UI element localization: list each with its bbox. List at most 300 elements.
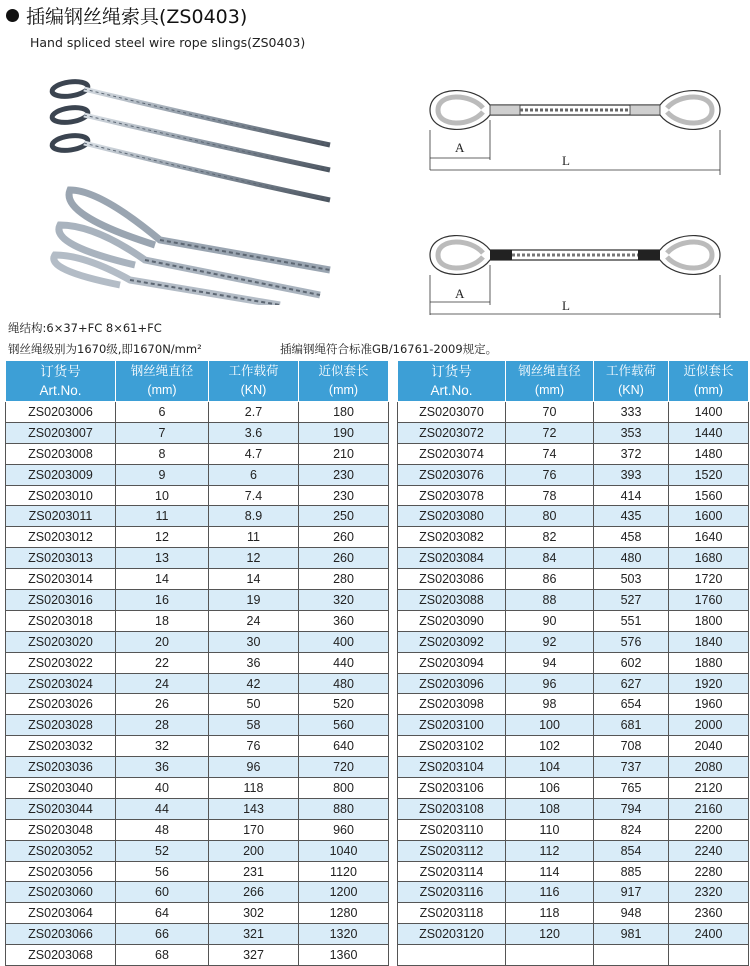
cell-diameter: 9 [116,464,209,485]
cell-diameter [506,945,594,966]
dimension-label-a-bottom: A [455,286,465,301]
cell-sleeve-length: 1960 [669,694,749,715]
cell-sleeve-length: 230 [299,485,389,506]
cell-working-load: 737 [594,757,669,778]
table-row [398,694,749,715]
cell-working-load: 527 [594,590,669,611]
header-diameter [116,361,209,402]
cell-sleeve-length: 1720 [669,569,749,590]
cell-art-no: ZS0203110 [398,819,506,840]
table-row [398,610,749,631]
cell-working-load: 765 [594,778,669,799]
cell-working-load: 50 [209,694,299,715]
cell-diameter: 22 [116,652,209,673]
cell-diameter: 70 [506,402,594,423]
cell-art-no: ZS0203076 [398,464,506,485]
cell-working-load: 118 [209,778,299,799]
table-row [398,945,749,966]
cell-sleeve-length: 400 [299,631,389,652]
cell-diameter: 84 [506,548,594,569]
cell-diameter: 8 [116,443,209,464]
table-header-row [6,361,389,402]
cell-diameter: 88 [506,590,594,611]
cell-art-no: ZS0203086 [398,569,506,590]
cell-working-load: 4.7 [209,443,299,464]
table-row [6,443,389,464]
table-row [6,924,389,945]
diagram-sling-top [430,91,720,175]
cell-working-load: 3.6 [209,422,299,443]
header-label-cn: 订货号 [431,364,472,379]
cell-art-no: ZS0203020 [6,631,116,652]
cell-art-no: ZS0203102 [398,736,506,757]
cell-working-load: 458 [594,527,669,548]
cell-working-load: 917 [594,882,669,903]
cell-sleeve-length: 2080 [669,757,749,778]
table-header-row [398,361,749,402]
cell-diameter: 7 [116,422,209,443]
header-label-en: Art.No. [430,383,473,398]
cell-sleeve-length: 1600 [669,506,749,527]
cell-art-no [398,945,506,966]
cell-diameter: 12 [116,527,209,548]
table-row [398,757,749,778]
cell-diameter: 120 [506,924,594,945]
cell-working-load: 143 [209,798,299,819]
cell-diameter: 76 [506,464,594,485]
cell-diameter: 20 [116,631,209,652]
table-row [6,422,389,443]
cell-art-no: ZS0203070 [398,402,506,423]
cell-sleeve-length: 1040 [299,840,389,861]
table-row [398,736,749,757]
header-diameter [506,361,594,402]
cell-art-no: ZS0203104 [398,757,506,778]
cell-working-load: 42 [209,673,299,694]
cell-art-no: ZS0203088 [398,590,506,611]
cell-sleeve-length: 1920 [669,673,749,694]
table-row [6,548,389,569]
table-row [6,798,389,819]
cell-working-load: 19 [209,590,299,611]
cell-diameter: 116 [506,882,594,903]
cell-sleeve-length: 2120 [669,778,749,799]
cell-sleeve-length: 280 [299,569,389,590]
cell-diameter: 86 [506,569,594,590]
spec-table-right [397,360,749,966]
cell-sleeve-length: 2160 [669,798,749,819]
cell-sleeve-length: 260 [299,527,389,548]
cell-working-load: 372 [594,443,669,464]
cell-sleeve-length: 190 [299,422,389,443]
cell-sleeve-length: 260 [299,548,389,569]
table-row [398,506,749,527]
cell-diameter: 110 [506,819,594,840]
table-row [6,882,389,903]
cell-art-no: ZS0203018 [6,610,116,631]
cell-working-load: 602 [594,652,669,673]
bullet-icon [6,9,19,22]
header-label-cn: 近似套长 [318,364,369,378]
cell-art-no: ZS0203080 [398,506,506,527]
cell-sleeve-length: 1760 [669,590,749,611]
table-row [6,506,389,527]
cell-art-no: ZS0203118 [398,903,506,924]
cell-sleeve-length [669,945,749,966]
table-row [398,652,749,673]
cell-diameter: 28 [116,715,209,736]
dimension-label-a-top: A [455,140,465,155]
table-row [398,819,749,840]
cell-diameter: 68 [116,945,209,966]
cell-sleeve-length: 250 [299,506,389,527]
cell-sleeve-length: 720 [299,757,389,778]
cell-working-load: 681 [594,715,669,736]
cell-art-no: ZS0203052 [6,840,116,861]
spec-structure: 绳结构:6×37+FC 8×61+FC [8,321,162,335]
cell-art-no: ZS0203068 [6,945,116,966]
header-label-en: (KN) [618,383,644,397]
cell-working-load: 11 [209,527,299,548]
cell-working-load: 200 [209,840,299,861]
table-row [398,464,749,485]
table-row [6,652,389,673]
cell-sleeve-length: 480 [299,673,389,694]
cell-art-no: ZS0203022 [6,652,116,673]
cell-sleeve-length: 2280 [669,861,749,882]
cell-sleeve-length: 1400 [669,402,749,423]
cell-working-load: 333 [594,402,669,423]
cell-sleeve-length: 800 [299,778,389,799]
cell-sleeve-length: 1640 [669,527,749,548]
header-art-no [6,361,116,402]
cell-diameter: 32 [116,736,209,757]
table-row [398,715,749,736]
table-row [398,882,749,903]
cell-diameter: 108 [506,798,594,819]
cell-diameter: 118 [506,903,594,924]
cell-art-no: ZS0203012 [6,527,116,548]
cell-art-no: ZS0203094 [398,652,506,673]
cell-art-no: ZS0203084 [398,548,506,569]
cell-diameter: 104 [506,757,594,778]
cell-sleeve-length: 880 [299,798,389,819]
header-sleeve-length [299,361,389,402]
cell-art-no: ZS0203060 [6,882,116,903]
table-row [6,631,389,652]
cell-diameter: 16 [116,590,209,611]
table-row [6,590,389,611]
cell-working-load: 231 [209,861,299,882]
header-label-cn: 工作载荷 [228,364,279,378]
cell-diameter: 102 [506,736,594,757]
cell-art-no: ZS0203006 [6,402,116,423]
cell-art-no: ZS0203098 [398,694,506,715]
cell-art-no: ZS0203016 [6,590,116,611]
table-row [398,485,749,506]
cell-working-load: 8.9 [209,506,299,527]
cell-diameter: 80 [506,506,594,527]
cell-sleeve-length: 230 [299,464,389,485]
cell-art-no: ZS0203114 [398,861,506,882]
header-label-en: (mm) [534,383,565,397]
table-row [398,402,749,423]
cell-sleeve-length: 1440 [669,422,749,443]
cell-working-load: 12 [209,548,299,569]
cell-art-no: ZS0203013 [6,548,116,569]
table-row [398,527,749,548]
cell-working-load: 14 [209,569,299,590]
cell-art-no: ZS0203092 [398,631,506,652]
cell-diameter: 96 [506,673,594,694]
cell-art-no: ZS0203066 [6,924,116,945]
cell-working-load: 321 [209,924,299,945]
cell-diameter: 11 [116,506,209,527]
table-row [6,778,389,799]
table-row [398,569,749,590]
table-row [6,945,389,966]
cell-sleeve-length: 2200 [669,819,749,840]
cell-art-no: ZS0203026 [6,694,116,715]
cell-art-no: ZS0203100 [398,715,506,736]
cell-art-no: ZS0203014 [6,569,116,590]
table-row [398,861,749,882]
cell-diameter: 64 [116,903,209,924]
cell-art-no: ZS0203028 [6,715,116,736]
cell-working-load: 6 [209,464,299,485]
cell-diameter: 94 [506,652,594,673]
cell-art-no: ZS0203112 [398,840,506,861]
cell-diameter: 90 [506,610,594,631]
table-row [6,840,389,861]
header-label-cn: 钢丝绳直径 [130,364,194,378]
table-row [6,736,389,757]
cell-diameter: 36 [116,757,209,778]
cell-art-no: ZS0203010 [6,485,116,506]
product-photo [40,65,340,305]
cell-sleeve-length: 2240 [669,840,749,861]
table-row [6,715,389,736]
cell-diameter: 100 [506,715,594,736]
cell-art-no: ZS0203072 [398,422,506,443]
cell-sleeve-length: 1800 [669,610,749,631]
cell-working-load: 36 [209,652,299,673]
cell-art-no: ZS0203007 [6,422,116,443]
cell-diameter: 60 [116,882,209,903]
header-label-en: (mm) [147,383,177,397]
cell-sleeve-length: 320 [299,590,389,611]
header-label-en: (mm) [328,383,359,397]
table-row [398,903,749,924]
table-row [6,673,389,694]
header-sleeve-length [669,361,749,402]
cell-sleeve-length: 180 [299,402,389,423]
cell-sleeve-length: 2040 [669,736,749,757]
cell-sleeve-length: 640 [299,736,389,757]
cell-working-load: 327 [209,945,299,966]
cell-working-load: 503 [594,569,669,590]
cell-art-no: ZS0203106 [398,778,506,799]
cell-working-load: 708 [594,736,669,757]
cell-working-load: 854 [594,840,669,861]
cell-diameter: 18 [116,610,209,631]
cell-diameter: 112 [506,840,594,861]
table-row [398,924,749,945]
cell-working-load: 414 [594,485,669,506]
cell-art-no: ZS0203090 [398,610,506,631]
cell-working-load: 551 [594,610,669,631]
table-row [6,569,389,590]
cell-working-load: 170 [209,819,299,840]
cell-working-load: 435 [594,506,669,527]
cell-art-no: ZS0203011 [6,506,116,527]
spec-grade: 钢丝绳级别为1670级,即1670N/mm² [8,342,202,356]
cell-art-no: ZS0203116 [398,882,506,903]
cell-sleeve-length: 2400 [669,924,749,945]
cell-sleeve-length: 1120 [299,861,389,882]
cell-diameter: 14 [116,569,209,590]
table-row [6,694,389,715]
cell-working-load: 654 [594,694,669,715]
cell-diameter: 114 [506,861,594,882]
table-row [6,527,389,548]
cell-working-load: 2.7 [209,402,299,423]
page-subtitle: Hand spliced steel wire rope slings(ZS0403) [30,35,306,50]
cell-art-no: ZS0203024 [6,673,116,694]
cell-sleeve-length: 440 [299,652,389,673]
header-art-no [398,361,506,402]
header-label-cn: 工作载荷 [605,364,656,378]
cell-diameter: 10 [116,485,209,506]
cell-art-no: ZS0203074 [398,443,506,464]
cell-art-no: ZS0203108 [398,798,506,819]
dimension-label-l-top: L [562,153,570,168]
header-label-cn: 订货号 [40,364,81,379]
table-row [398,631,749,652]
cell-diameter: 82 [506,527,594,548]
cell-diameter: 56 [116,861,209,882]
cell-working-load: 948 [594,903,669,924]
header-label-en: (KN) [240,383,267,397]
cell-sleeve-length: 2320 [669,882,749,903]
cell-diameter: 48 [116,819,209,840]
sling-thin-1 [51,80,330,145]
cell-diameter: 74 [506,443,594,464]
cell-sleeve-length: 1200 [299,882,389,903]
page-title: 插编钢丝绳索具(ZS0403) [26,6,248,28]
header-label-cn: 近似套长 [683,364,734,378]
table-row [6,757,389,778]
dimension-label-l-bottom: L [562,298,570,313]
table-row [6,903,389,924]
spec-standard: 插编钢绳符合标准GB/16761-2009规定。 [280,342,498,356]
cell-sleeve-length: 1280 [299,903,389,924]
cell-art-no: ZS0203048 [6,819,116,840]
cell-diameter: 66 [116,924,209,945]
cell-art-no: ZS0203064 [6,903,116,924]
cell-diameter: 98 [506,694,594,715]
cell-working-load: 393 [594,464,669,485]
cell-diameter: 52 [116,840,209,861]
diagram-sling-bottom [430,236,720,318]
table-row [6,861,389,882]
cell-working-load: 30 [209,631,299,652]
cell-diameter: 24 [116,673,209,694]
cell-working-load: 24 [209,610,299,631]
cell-diameter: 40 [116,778,209,799]
table-row [398,798,749,819]
table-row [398,548,749,569]
cell-art-no: ZS0203009 [6,464,116,485]
cell-working-load: 302 [209,903,299,924]
table-row [398,840,749,861]
cell-art-no: ZS0203056 [6,861,116,882]
cell-working-load: 58 [209,715,299,736]
cell-sleeve-length: 560 [299,715,389,736]
cell-diameter: 78 [506,485,594,506]
cell-sleeve-length: 1680 [669,548,749,569]
cell-art-no: ZS0203008 [6,443,116,464]
cell-art-no: ZS0203082 [398,527,506,548]
table-row [398,778,749,799]
cell-diameter: 72 [506,422,594,443]
cell-working-load: 981 [594,924,669,945]
cell-working-load [594,945,669,966]
cell-sleeve-length: 1880 [669,652,749,673]
cell-art-no: ZS0203044 [6,798,116,819]
cell-working-load: 480 [594,548,669,569]
table-row [6,819,389,840]
cell-sleeve-length: 2360 [669,903,749,924]
table-row [398,443,749,464]
cell-sleeve-length: 960 [299,819,389,840]
cell-art-no: ZS0203120 [398,924,506,945]
cell-working-load: 794 [594,798,669,819]
cell-working-load: 76 [209,736,299,757]
table-row [398,422,749,443]
header-working-load [594,361,669,402]
table-row [6,464,389,485]
cell-art-no: ZS0203078 [398,485,506,506]
cell-sleeve-length: 2000 [669,715,749,736]
cell-sleeve-length: 1480 [669,443,749,464]
page-title-row [6,2,726,28]
cell-working-load: 885 [594,861,669,882]
sling-thin-3 [51,134,330,200]
cell-sleeve-length: 1320 [299,924,389,945]
cell-sleeve-length: 1560 [669,485,749,506]
cell-sleeve-length: 520 [299,694,389,715]
table-row [6,610,389,631]
cell-diameter: 26 [116,694,209,715]
cell-working-load: 7.4 [209,485,299,506]
cell-art-no: ZS0203096 [398,673,506,694]
header-label-en: Art.No. [39,383,82,398]
header-label-cn: 钢丝绳直径 [518,364,581,378]
spec-table-left [5,360,389,966]
cell-working-load: 353 [594,422,669,443]
cell-art-no: ZS0203032 [6,736,116,757]
table-row [6,485,389,506]
cell-diameter: 106 [506,778,594,799]
cell-sleeve-length: 210 [299,443,389,464]
dimension-diagram [425,80,730,320]
cell-working-load: 627 [594,673,669,694]
cell-sleeve-length: 360 [299,610,389,631]
table-row [398,673,749,694]
cell-working-load: 576 [594,631,669,652]
cell-diameter: 13 [116,548,209,569]
